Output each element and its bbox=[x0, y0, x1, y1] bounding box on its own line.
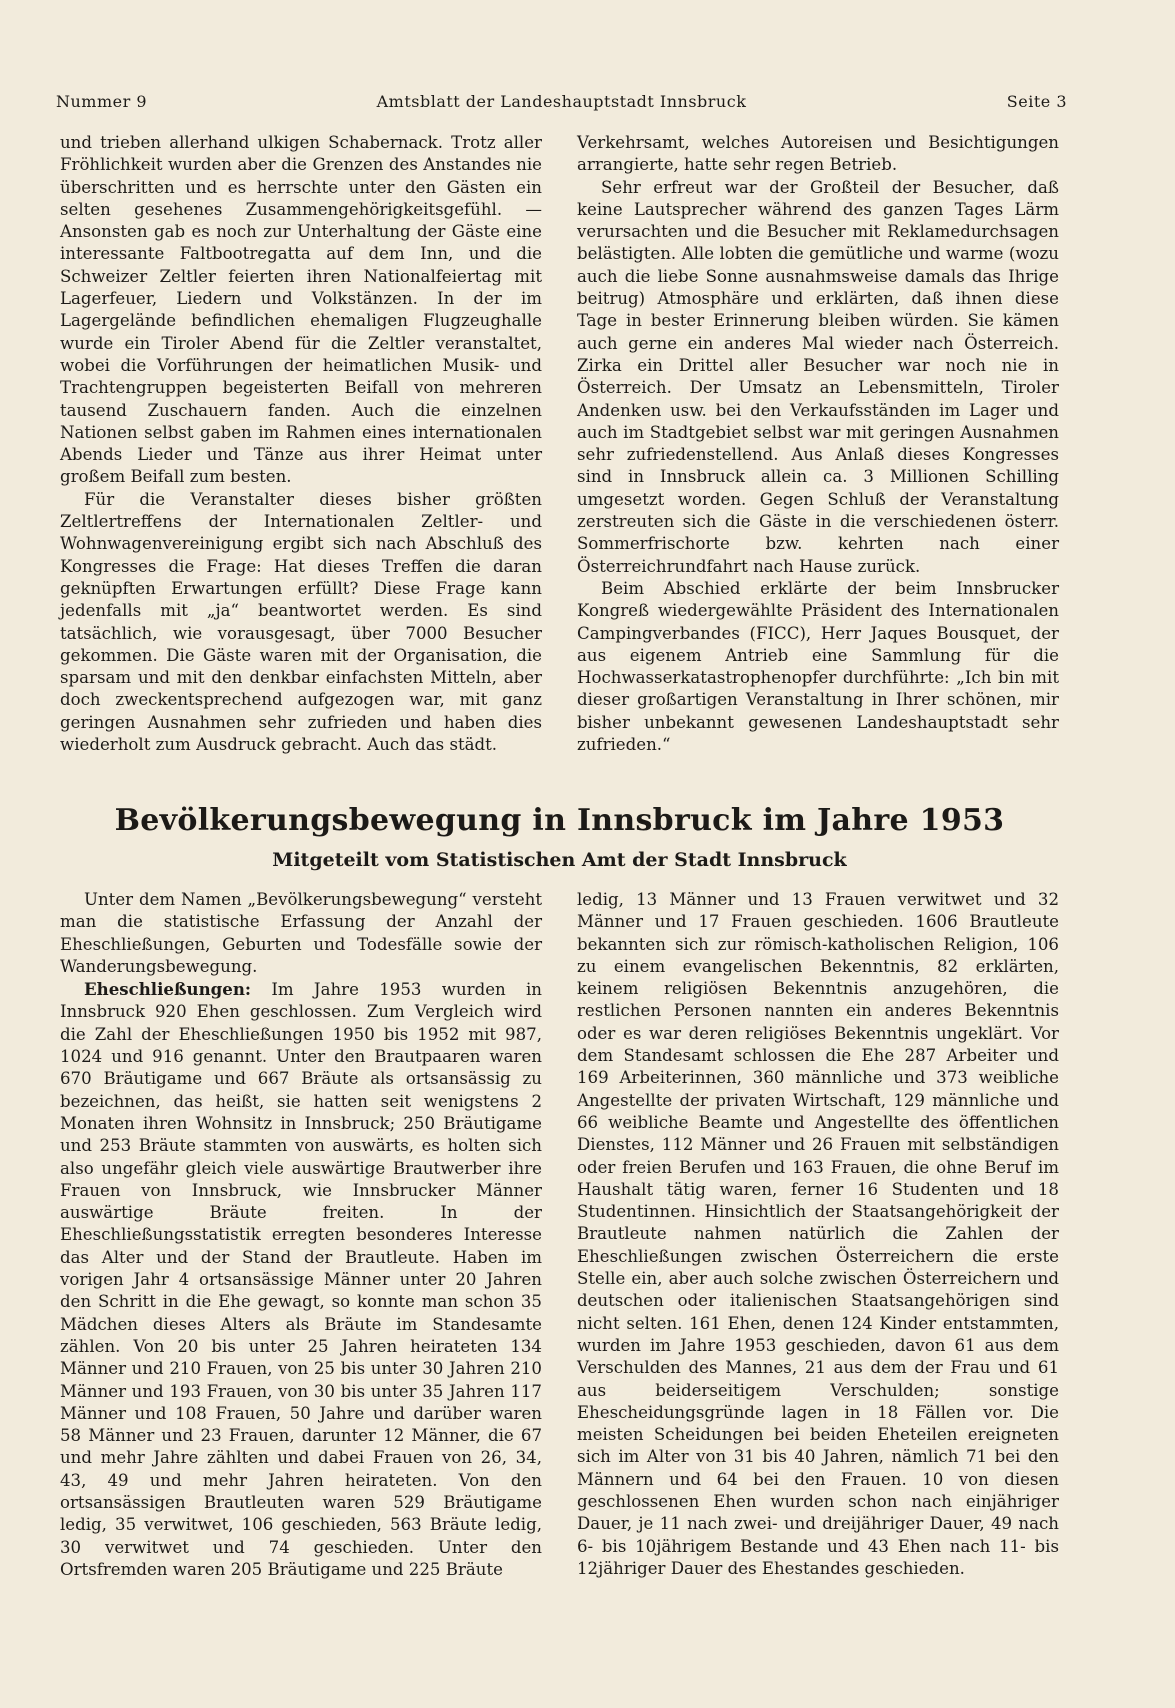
issue-number: Nummer 9 bbox=[56, 92, 148, 111]
column-top-left bbox=[60, 132, 542, 772]
article-subtitle: Mitgeteilt vom Statistischen Amt der Stadt Innsbruck bbox=[272, 849, 847, 871]
publication-title: Amtsblatt der Landeshauptstadt Innsbruck bbox=[376, 92, 747, 111]
paragraph: Unter dem Namen „Bevölkerungsbewegung“ versteht man die statistische Erfassung der Anzahl der Eheschließungen, Geburten und Todesfälle sowie der Wanderungsbewegung. bbox=[60, 890, 542, 976]
column-bottom-right bbox=[577, 889, 1059, 1669]
column-top-right bbox=[577, 132, 1059, 772]
column-bottom-left bbox=[60, 889, 542, 1669]
paragraph-text: Im Jahre 1953 wurden in Innsbruck 920 Ehen geschlossen. Zum Vergleich wird die Zahl der Eheschließungen 1950 bis 1952 mit 987, 1024 und 916 genannt. Unter den Brautpaaren waren 670 Bräutigame und 667 Bräute als ortsansässig zu bezeichnen, das heißt, sie hatten seit wenigstens 2 Monaten ihren Wohnsitz in Innsbruck; 250 Bräutigame und 253 Bräute stammten von auswärts, es holten sich also ungefähr gleich viele auswärtige Brautwerber ihre Frauen von Innsbruck, wie Innsbrucker Männer auswärtige Bräute freiten. In der Eheschließungsstatistik erregten besonderes Interesse das Alter und der Stand der Brautleute. Haben im vorigen Jahr 4 ortsansässige Männer unter 20 Jahren den Schritt in die Ehe gewagt, so konnte man schon 35 Mädchen dieses Alters als Bräute im Standesamte zählen. Von 20 bis unter 25 Jahren heirateten 134 Männer und 210 Frauen, von 25 bis unter 30 Jahren 210 Männer und 193 Frauen, von 30 bis unter 35 Jahren 117 Männer und 108 Frauen, 50 Jahre und darüber waren 58 Männer und 23 Frauen, darunter 12 Männer, die 67 und mehr Jahre zählten und dabei Frauen von 26, 34, 43, 49 und mehr Jahren heirateten. Von den ortsansässigen Brautleuten waren 529 Bräutigame ledig, 35 verwitwet, 106 geschieden, 563 Bräute ledig, 30 verwitwet und 74 geschieden. Unter den Ortsfremden waren 205 Bräutigame und 225 Bräute bbox=[60, 980, 542, 1579]
paragraph: und trieben allerhand ulkigen Schabernack. Trotz aller Fröhlichkeit wurden aber die Grenzen des Anstandes nie überschritten und es herrschte unter den Gästen ein selten gesehenes Zusammengehörigkeitsgefühl. — Ansonsten gab es noch zur Unterhaltung der Gäste eine interessante Faltbootregatta auf dem Inn, und die Schweizer Zeltler feierten ihren Nationalfeiertag mit Lagerfeuer, Liedern und Volkstänzen. In der im Lagergelände befindlichen ehemaligen Flugzeughalle wurde ein Tiroler Abend für die Zeltler veranstaltet, wobei die Vorführungen der heimatlichen Musik- und Trachtengruppen begeisterten Beifall von mehreren tausend Zuschauern fanden. Auch die einzelnen Nationen selbst gaben im Rahmen eines internationalen Abends Lieder und Tänze aus ihrer Heimat unter großem Beifall zum besten. bbox=[60, 133, 542, 487]
paragraph: Für die Veranstalter dieses bisher größten Zeltlertreffens der Internationalen Zeltler- und Wohnwagenvereinigung ergibt sich nach Abschluß des Kongresses die Frage: Hat dieses Treffen die daran geknüpften Erwartungen erfüllt? Diese Frage kann jedenfalls mit „ja“ beantwortet werden. Es sind tatsächlich, wie vorausgesagt, über 7000 Besucher gekommen. Die Gäste waren mit der Organisation, die sparsam und mit den denkbar einfachsten Mitteln, aber doch zweckentsprechend aufgezogen war, mit ganz geringen Ausnahmen sehr zufrieden und haben dies wiederholt zum Ausdruck gebracht. Auch das städt. bbox=[60, 489, 542, 755]
paragraph: Sehr erfreut war der Großteil der Besucher, daß keine Lautsprecher während des ganzen Tages Lärm verursachten und die Besucher mit Reklamedurchsagen belästigten. Alle lobten die gemütliche und warme (wozu auch die liebe Sonne ausnahmsweise damals das Ihrige beitrug) Atmosphäre und erklärten, daß ihnen diese Tage in bester Erinnerung bleiben würden. Sie kämen auch gerne ein anderes Mal wieder nach Österreich. Zirka ein Drittel aller Besucher war noch nie in Österreich. Der Umsatz an Lebensmitteln, Tiroler Andenken usw. bei den Verkaufsständen im Lager und auch im Stadtgebiet selbst war mit geringen Ausnahmen sehr zufriedenstellend. Aus Anlaß dieses Kongresses sind in Innsbruck allein ca. 3 Millionen Schilling umgesetzt worden. Gegen Schluß der Veranstaltung zerstreuten sich die Gäste in die verschiedenen österr. Sommerfrischorte bzw. kehrten nach einer Österreichrundfahrt nach Hause zurück. bbox=[577, 177, 1059, 576]
article-title: Bevölkerungsbewegung in Innsbruck im Jahre 1953 bbox=[114, 803, 1005, 838]
paragraph: Verkehrsamt, welches Autoreisen und Besichtigungen arrangierte, hatte sehr regen Betrieb. bbox=[577, 133, 1059, 175]
section-heading: Eheschließungen: bbox=[84, 979, 252, 1000]
running-head bbox=[56, 92, 1067, 118]
paragraph: Beim Abschied erklärte der beim Innsbrucker Kongreß wiedergewählte Präsident des Internationalen Campingverbandes (FICC), Herr Jaques Bousquet, der aus eigenem Antrieb eine Sammlung für die Hochwasserkatastrophenopfer durchführte: „Ich bin mit dieser großartigen Veranstaltung in Ihrer schönen, mir bisher unbekannt gewesenen Landeshauptstadt sehr zufrieden.“ bbox=[577, 578, 1059, 755]
page-number: Seite 3 bbox=[1006, 92, 1067, 111]
paragraph: ledig, 13 Männer und 13 Frauen verwitwet und 32 Männer und 17 Frauen geschieden. 1606 Brautleute bekannten sich zur römisch-katholischen Religion, 106 zu einem evangelischen Bekenntnis, 82 erklärten, keinem religiösen Bekenntnis anzugehören, die restlichen Personen nannten ein anderes Bekenntnis oder es war deren religiöses Bekenntnis ungeklärt. Vor dem Standesamt schlossen die Ehe 287 Arbeiter und 169 Arbeiterinnen, 360 männliche und 373 weibliche Angestellte der privaten Wirtschaft, 129 männliche und 66 weibliche Beamte und Angestellte des öffentlichen Dienstes, 112 Männer und 26 Frauen mit selbständigen oder freien Berufen und 163 Frauen, die ohne Beruf im Haushalt tätig waren, ferner 16 Studenten und 18 Studentinnen. Hinsichtlich der Staatsangehörigkeit der Brautleute nahmen natürlich die Zahlen der Eheschließungen zwischen Österreichern die erste Stelle ein, aber auch solche zwischen Österreichern und deutschen oder italienischen Staatsangehörigen sind nicht selten. 161 Ehen, denen 124 Kinder entstammten, wurden im Jahre 1953 geschieden, davon 61 aus dem Verschulden des Mannes, 21 aus dem der Frau und 61 aus beiderseitigem Verschulden; sonstige Ehescheidungsgründe lagen in 18 Fällen vor. Die meisten Scheidungen bei beiden Eheteilen ereigneten sich im Alter von 31 bis 40 Jahren, nämlich 71 bei den Männern und 64 bei den Frauen. 10 von diesen geschlossenen Ehen wurden schon nach einjähriger Dauer, je 11 nach zwei- und dreijähriger Dauer, 49 nach 6- bis 10jährigem Bestande und 43 Ehen nach 11- bis 12jähriger Dauer des Ehestandes geschieden. bbox=[577, 890, 1059, 1578]
paragraph bbox=[60, 978, 542, 1581]
